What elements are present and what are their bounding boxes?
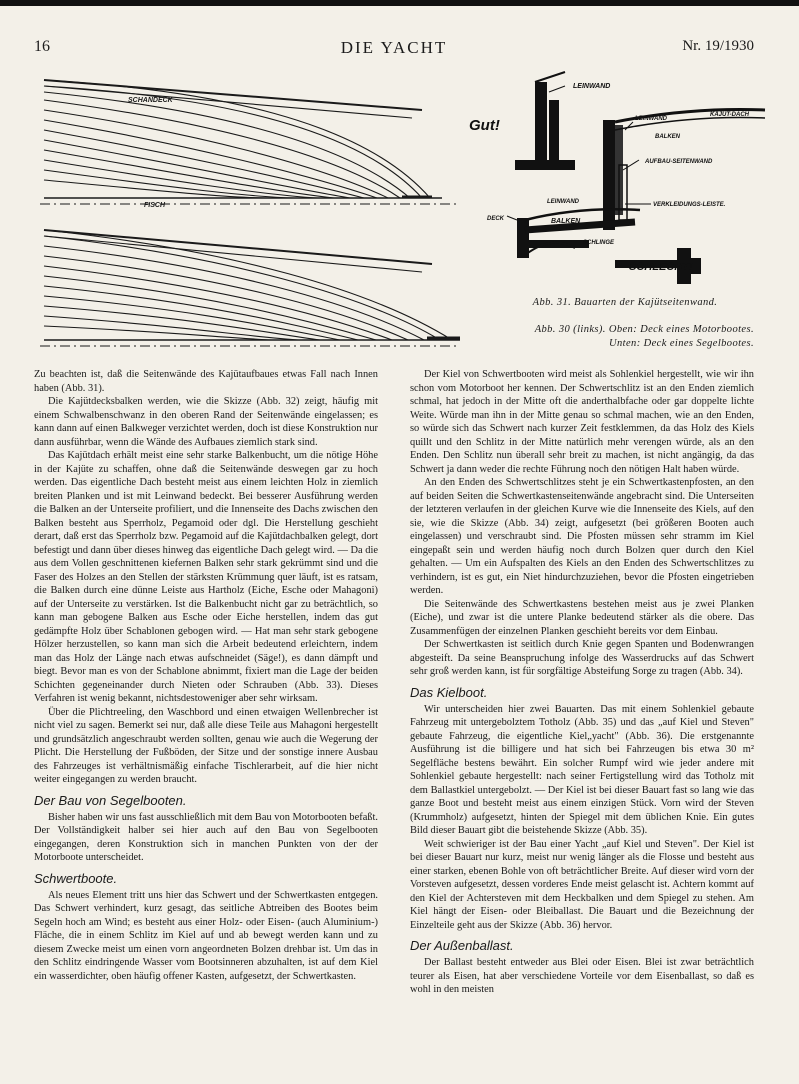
paragraph: Über die Plichtreeling, den Waschbord und einen etwaigen Wellenbrecher ist nicht viel zu sagen. Bemerkt sei nur, daß alle diese Teile aus Mahagoni hergestellt und grundsätzlich angeschraubt werden sollten, genau wie auch die Wegerung der Plicht. Die Herstellung der Fußböden, der Sitze und der sonstige innere Ausbau des Fahrzeuges ist verhältnismäßig einfache Tischlerarbeit, auf die hier nicht weiter eingegangen zu werden braucht.: [34, 706, 378, 785]
scan-top-edge: [0, 0, 799, 6]
label-leinwand-top: LEINWAND: [573, 83, 611, 90]
section-heading: Der Bau von Segelbooten.: [34, 792, 187, 808]
label-leinwand-roof: LEINWAND: [635, 116, 667, 122]
upper-good-detail: [515, 72, 765, 230]
section-heading: Der Außenballast.: [410, 938, 514, 953]
sailboat-deck-drawing: [40, 230, 460, 346]
paragraph: Die Seitenwände des Schwertkastens bestehen meist aus je zwei Planken (Eiche), und zwar ist die untere Planke bedeutend stärker als die obere. Das Zusammenfügen der einzelnen Planken geschieht bereits vor dem Einbau.: [410, 598, 754, 637]
label-schlinge: SCHLINGE: [583, 240, 615, 246]
paragraph: Das Kajütdach erhält meist eine sehr starke Balkenbucht, um die nötige Höhe in der Kajüte zu schaffen, ohne daß die Seitenwände deswegen gar zu hoch werden. Das eigentliche Dach besteht meist aus einem leichten Holz in ziemlich breiten Planken und ist mit Leinwand bedeckt. Bei besserer Ausführung werden die Balken an der Unterseite profiliert, und die Innenseite des Dachs zwischen den Balken besteht aus Sperrholz, Pegamoid oder dgl. Die Herstellung geschieht derart, daß erst das Sperrholz bzw. Pegamoid auf die Kajütdachbalken gelegt, dort befestigt und dann über dieses hinweg das eigentliche Dach gelegt wird. — Da die aus dem Vollen geschnittenen kiefernen Balken sehr stark gekrümmt sind und die Faser des Holzes an den Stellen der stärksten Krümmung quer läuft, ist es ratsam, die Balken durch eine dünne Leiste aus Hartholz (Eiche, Esche oder Mahagoni) auf der Unterseite zu verstärken. Ist die Balkenbucht nicht gar zu beträchtlich, so kann man gebogene Balken aus Esche oder Eiche herstellen, indem das gut gedämpfte Holz über Schablonen gebogen wird. — Hat man sehr stark gebogene Hölzer herzustellen, so kann man sich die Arbeit bedeutend erleichtern, indem man das Holz der Länge nach etwas aufschneidet (Säge!), es dann dämpft und biegt. Bevor man es von der Schablone abnimmt, fixiert man die Lage der beiden Schichten gegeneinander durch Nieten oder Schrauben (Abb. 33). Dieses Verfahren ist wenig bekannt, nichtsdestoweniger aber sehr wirksam.: [34, 450, 378, 704]
label-gut: Gut!: [469, 117, 500, 134]
label-leinwand-lower: LEINWAND: [547, 199, 579, 205]
label-balken-upper: BALKEN: [655, 134, 680, 140]
left-column: [34, 368, 378, 983]
figure-30-caption-line1: Abb. 30 (links). Oben: Deck eines Motorbootes.: [534, 324, 754, 335]
figure-30-caption-line2: Unten: Deck eines Segelbootes.: [609, 338, 754, 349]
figure-30-svg: [32, 70, 462, 355]
paragraph: Zu beachten ist, daß die Seitenwände des Kajütaufbaues etwas Fall nach Innen haben (Abb. 31).: [34, 369, 378, 394]
label-schandeck: SCHANDECK: [128, 97, 173, 104]
figure-30-caption: [470, 323, 754, 351]
section-heading: Das Kielboot.: [410, 684, 488, 700]
paragraph: Weit schwieriger ist der Bau einer Yacht „auf Kiel und Steven". Der Kiel ist bei dieser Bauart nur kurz, meist nur wenig länger als die Flosse und besteht aus einer starken, ebenen Bohle von oft beträchtlicher Breite. Auf dieser wird vorn der Vorsteven aufgesetzt, dessen vorderes Ende meist gelascht ist. Achtern kommt auf den Kiel der Achtersteven mit dem Heckbalken und dem Spiegel zu stehen. Am Kiel hängt der Eisen- oder Bleiballast. Die Bauart und die Bezeichnung der Einzelteile geht aus der Skizze (Abb. 36) hervor.: [410, 838, 754, 931]
paragraph: An den Enden des Schwertschlitzes steht je ein Schwertkastenpfosten, an den auf beiden Seiten die Schwertkastenseitenwände angebracht sind. Die Unterseiten der letzteren verlaufen in der gleichen Kurve wie die Innenseite des Kiels, auf den sie, wie die Skizze (Abb. 34) zeigt, aufgesetzt (bei größeren Booten auch eingelassen) und verschraubt sind. Die Pfosten müssen sehr stramm im Kiel eingepaßt sein und werden häufig noch durch Bolzen quer durch den Kiel gehalten. — Um ein Aufspalten des Kiels an den Enden des Schwertschlitzes zu verhindern, ist es gut, ein Niet hindurchzuziehen, bevor die Pfosten eingetrieben werden.: [410, 477, 754, 596]
label-kajuetdach: KAJÜT-DACH: [710, 112, 749, 118]
figure-31-svg: [465, 70, 770, 298]
motorboat-deck-drawing: [40, 80, 457, 204]
paragraph: Der Ballast besteht entweder aus Blei oder Eisen. Blei ist zwar beträchtlich teurer als Eisen, hat aber verschiedene Vorteile vor dem Eisenballast, so daß es wohl in den meisten: [410, 957, 754, 995]
page-number: 16: [34, 38, 50, 55]
paragraph: Als neues Element tritt uns hier das Schwert und der Schwertkasten entgegen. Das Schwert verhindert, kurz gesagt, das seitliche Abtreiben des Bootes beim Segeln hoch am Wind; es besteht aus einer Holz- oder Eisen- (auch Aluminium-) Fläche, die in einem Schlitz im Kiel auf und ab bewegt werden kann und zu diesem Zwecke meist um einen vorn angeordneten Bolzen drehbar ist. Um das in den Schlitz eindringende Wasser vom Bootsinneren abzuhalten, ist auf dem Kiel ein wasserdichter, oben häufig offener Kasten, aufgesetzt, der Schwertkasten.: [34, 889, 378, 982]
paragraph: Wir unterscheiden hier zwei Bauarten. Das mit einem Sohlenkiel gebaute Fahrzeug mit untergebolztem Totholz (Abb. 35) und das „auf Kiel und Steven" gebaute Fahrzeug, die eigentliche Kiel„yacht" (Abb. 36). Die erstgenannte Ausführung ist die billigere und hat sich bei Fahrzeugen bis etwa 30 m² Segelfläche bestens bewährt. Ein solcher Rumpf wird wie jeder andere mit Sohlenkiel gebaute hergestellt: nach seiner Fertigstellung wird das Totholz mit dem Ballastkiel untergebolzt. — Der Kiel ist bei dieser Bauart fast so lang wie das ganze Boot und besteht meist aus einem einzigen Stück. Vorn wird der Steven (Krummholz) aufgesetzt, hinten der Spiegel mit dem üblichen Knie. Ein gutes Bild dieser Bauart gibt die beistehende Skizze (Abb. 35).: [410, 703, 754, 836]
paragraph: Die Kajütdecksbalken werden, wie die Skizze (Abb. 32) zeigt, häufig mit einem Schwalbenschwanz in den oberen Rand der Seitenwände eingelassen; es kann dann auf einen Balkweger verzichtet werden, doch ist diese Konstruktion nur dann ausführbar, wenn die Wände des Aufbaues ziemlich stark sind.: [34, 396, 378, 448]
label-balken-lower: BALKEN: [551, 218, 581, 225]
label-schlecht: SCHLECHT!: [629, 261, 693, 273]
page-header: [34, 38, 754, 60]
figure-31-cabin-wall-drawings: [465, 70, 770, 298]
figure-30-deck-drawings: [32, 70, 462, 355]
paragraph: Bisher haben wir uns fast ausschließlich mit dem Bau von Motorbooten befaßt. Der Vollständigkeit halber sei hier auch auf den Bau von Segelbooten eingegangen, deren Konstruktion sich in manchen Punkten von der der Motorboote unterscheidet.: [34, 811, 378, 863]
label-fisch: FISCH: [144, 202, 165, 209]
label-deck: DECK: [487, 216, 505, 222]
journal-title: DIE YACHT: [340, 38, 448, 57]
issue-number: Nr. 19/1930: [682, 38, 754, 54]
section-heading: Schwertboote.: [34, 870, 118, 886]
label-verkleidungs-leiste: VERKLEIDUNGS-LEISTE.: [653, 202, 726, 208]
paragraph: Der Kiel von Schwertbooten wird meist als Sohlenkiel hergestellt, wie wir ihn schon vom Motorboot her kennen. Der Schwertschlitz ist an den Enden ziemlich schmal, hat jedoch in der Mitte oft die anderthalbfache oder gar doppelte lichte Weite. Würde man ihn in der Mitte genau so schmal machen, wie an den Enden, so würde sich das Schwert nach kurzer Zeit festklemmen, da das Holz des Kiels quillt und den Schlitz in der Mitte natürlich mehr verengen würde, als an den Enden. Den Schlitz nun überall sehr breit zu machen, ist nicht angängig, da das Schwert ja dann weder die rechte Führung noch den nötigen Halt haben würde.: [410, 369, 754, 475]
paragraph: Der Schwertkasten ist seitlich durch Knie gegen Spanten und Bodenwrangen abgesteift. Da seine Beanspruchung infolge des Wasserdrucks auf das Schwert sehr groß werden kann, ist für sorgfältige Absteifung Sorge zu tragen (Abb. 34).: [410, 639, 754, 677]
figure-31-caption: Abb. 31. Bauarten der Kajütseitenwand.: [532, 297, 718, 308]
label-aufbau-seitenwand: AUFBAU-SEITENWAND: [645, 159, 713, 165]
right-column: [410, 368, 754, 997]
